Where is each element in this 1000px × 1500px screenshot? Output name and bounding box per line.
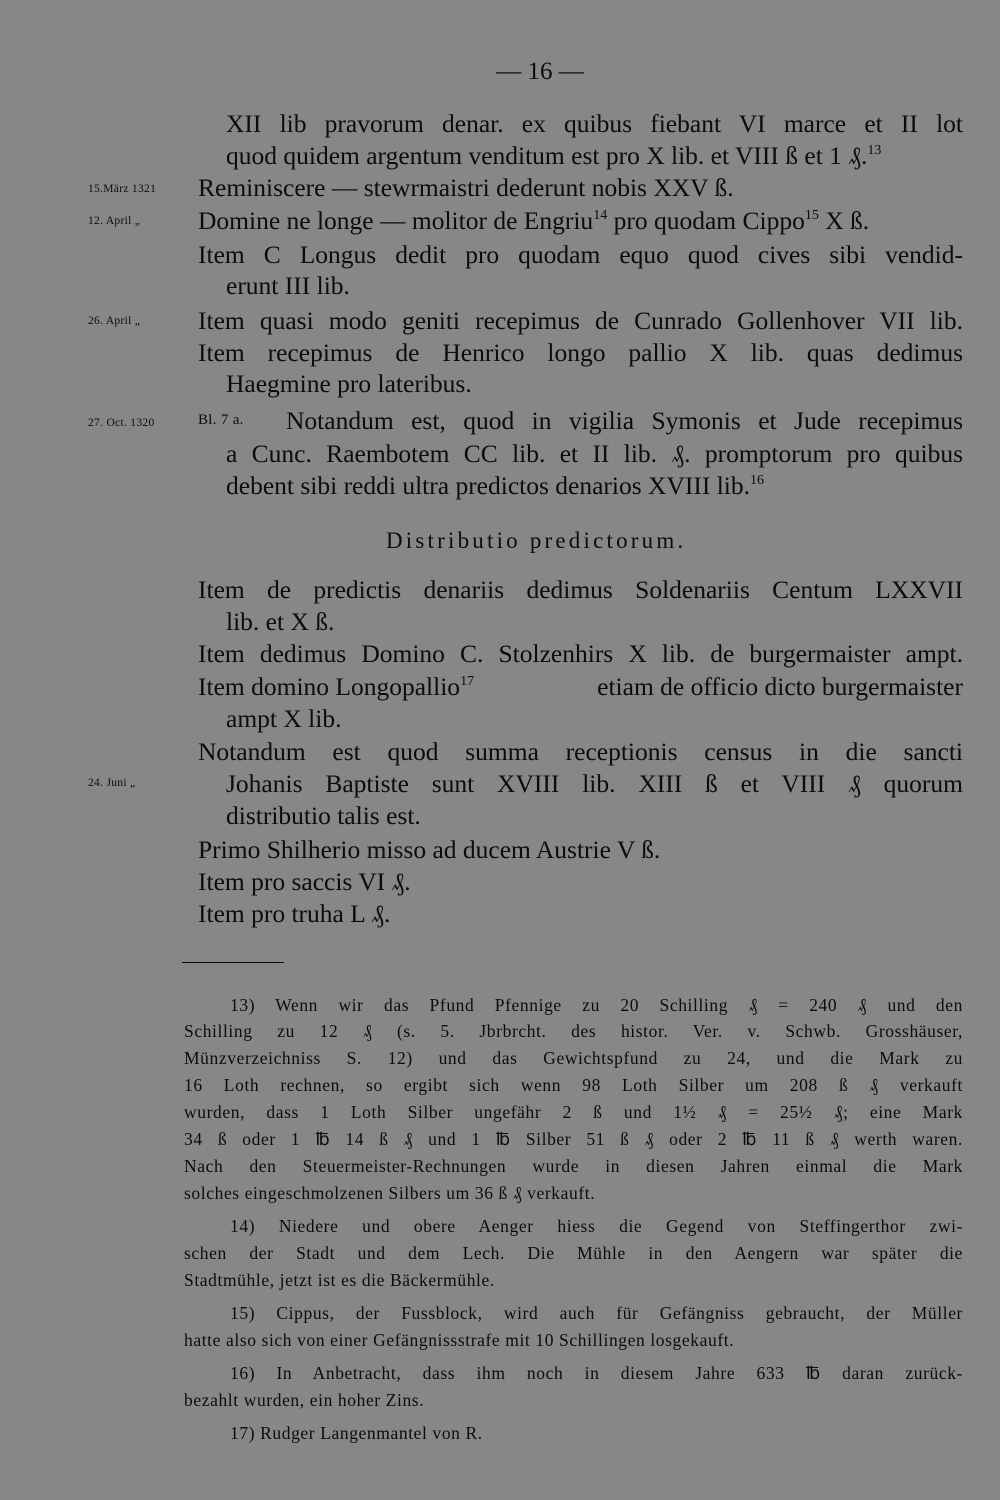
footnote-line: 17) Rudger Langenmantel von R. xyxy=(230,1423,483,1443)
text-line: Item pro truha L ₰. xyxy=(198,899,391,928)
footnote-ref[interactable]: 17 xyxy=(460,674,475,690)
margin-date: 24. Juni „ xyxy=(88,777,136,789)
text-line: Notandum est, quod in vigilia Symonis et Jude recepimus xyxy=(286,406,963,435)
section-heading: Distributio predictorum. xyxy=(386,528,687,553)
text-line: distributio talis est. xyxy=(226,801,421,830)
footnote-line: 13) Wenn wir das Pfund Pfennige zu 20 Schilling ₰ = 240 ₰ und den xyxy=(230,995,963,1015)
line-text: quod quidem argentum venditum est pro X lib. et VIII ß et 1 ₰. xyxy=(226,141,868,170)
footnote-line: Münzverzeichniss S. 12) und das Gewichtspfund zu 24, und die Mark zu xyxy=(184,1048,963,1068)
line-text: pro quodam Cippo xyxy=(607,206,805,235)
margin-date: 12. April „ xyxy=(88,215,141,227)
footnote-separator xyxy=(182,962,284,963)
text-line: Item C Longus dedit pro quodam equo quod cives sibi vendid- xyxy=(198,240,963,269)
footnote-line: Schilling zu 12 ₰ (s. 5. Jbrbrcht. des histor. Ver. v. Schwb. Grosshäuser, xyxy=(184,1021,963,1041)
text-line: Item recepimus de Henrico longo pallio X lib. quas dedimus xyxy=(198,338,963,367)
footnote-line: 34 ß oder 1 ℔ 14 ß ₰ und 1 ℔ Silber 51 ß ₰ oder 2 ℔ 11 ß ₰ werth waren. xyxy=(184,1129,963,1149)
text-line xyxy=(198,671,963,703)
line-text xyxy=(198,671,474,703)
text-line: XII lib pravorum denar. ex quibus fiebant VI marce et II lot xyxy=(226,109,963,138)
footnote-line: 16 Loth rechnen, so ergibt sich wenn 98 Loth Silber um 208 ß ₰ verkauft xyxy=(184,1075,963,1095)
text-line: Item dedimus Domino C. Stolzenhirs X lib. de burgermaister ampt. xyxy=(198,639,963,668)
footnote-line: hatte also sich von einer Gefängnissstrafe mit 10 Schillingen losgekauft. xyxy=(184,1330,735,1350)
margin-date: 15.März 1321 xyxy=(88,183,157,195)
footnote-line: Stadtmühle, jetzt ist es die Bäckermühle. xyxy=(184,1270,495,1290)
line-text: etiam de officio dicto burgermaister xyxy=(597,672,963,701)
line-text: Domine ne longe — molitor de Engriu xyxy=(198,206,594,235)
text-line: ampt X lib. xyxy=(226,704,342,733)
text-line: Haegmine pro lateribus. xyxy=(226,369,472,398)
line-text: Item domino Longopallio xyxy=(198,672,461,701)
line-text: debent sibi reddi ultra predictos denarios XVIII lib. xyxy=(226,471,751,500)
text-line: Item de predictis denariis dedimus Soldenariis Centum LXXVII xyxy=(198,575,963,604)
footnote-line: 16) In Anbetracht, dass ihm noch in diesem Jahre 633 ℔ daran zurück- xyxy=(230,1363,963,1383)
margin-folio: Bl. 7 a. xyxy=(198,412,244,428)
text-line xyxy=(226,470,764,502)
footnote-ref[interactable]: 16 xyxy=(750,473,765,489)
footnote-line: wurden, dass 1 Loth Silber ungefähr 2 ß und 1½ ₰ = 25½ ₰; eine Mark xyxy=(184,1102,963,1122)
footnote-line: 14) Niedere und obere Aenger hiess die Gegend von Steffingerthor zwi- xyxy=(230,1216,963,1236)
footnote-ref[interactable]: 14 xyxy=(593,208,608,224)
text-line: Item pro saccis VI ₰. xyxy=(198,867,411,896)
margin-date: 26. April „ xyxy=(88,315,141,327)
text-line: Reminiscere — stewrmaistri dederunt nobis XXV ß. xyxy=(198,173,734,202)
footnote-ref[interactable]: 15 xyxy=(804,208,819,224)
footnote-ref[interactable]: 13 xyxy=(867,143,882,159)
footnote-line: Nach den Steuermeister-Rechnungen wurde in diesen Jahren einmal die Mark xyxy=(184,1156,963,1176)
text-line: erunt III lib. xyxy=(226,271,350,300)
text-line xyxy=(226,140,881,172)
footnote-line: bezahlt wurden, ein hoher Zins. xyxy=(184,1390,425,1410)
text-line: Primo Shilherio misso ad ducem Austrie V ß. xyxy=(198,835,661,864)
text-line: Johanis Baptiste sunt XVIII lib. XIII ß et VIII ₰ quorum xyxy=(226,769,963,798)
line-text: X ß. xyxy=(818,206,870,235)
footnote-line: schen der Stadt und dem Lech. Die Mühle in den Aengern war später die xyxy=(184,1243,963,1263)
footnote-line: solches eingeschmolzenen Silbers um 36 ß ₰ verkauft. xyxy=(184,1183,596,1203)
text-line: Notandum est quod summa receptionis census in die sancti xyxy=(198,737,963,766)
page-number: — 16 — xyxy=(496,58,584,85)
margin-date: 27. Oct. 1320 xyxy=(88,417,155,429)
text-line: a Cunc. Raembotem CC lib. et II lib. ₰. promptorum pro quibus xyxy=(226,439,963,468)
text-line: lib. et X ß. xyxy=(226,607,335,636)
text-line: Item quasi modo geniti recepimus de Cunrado Gollenhover VII lib. xyxy=(198,306,963,335)
text-line xyxy=(198,205,869,237)
footnote-line: 15) Cippus, der Fussblock, wird auch für Gefängniss gebraucht, der Müller xyxy=(230,1303,963,1323)
